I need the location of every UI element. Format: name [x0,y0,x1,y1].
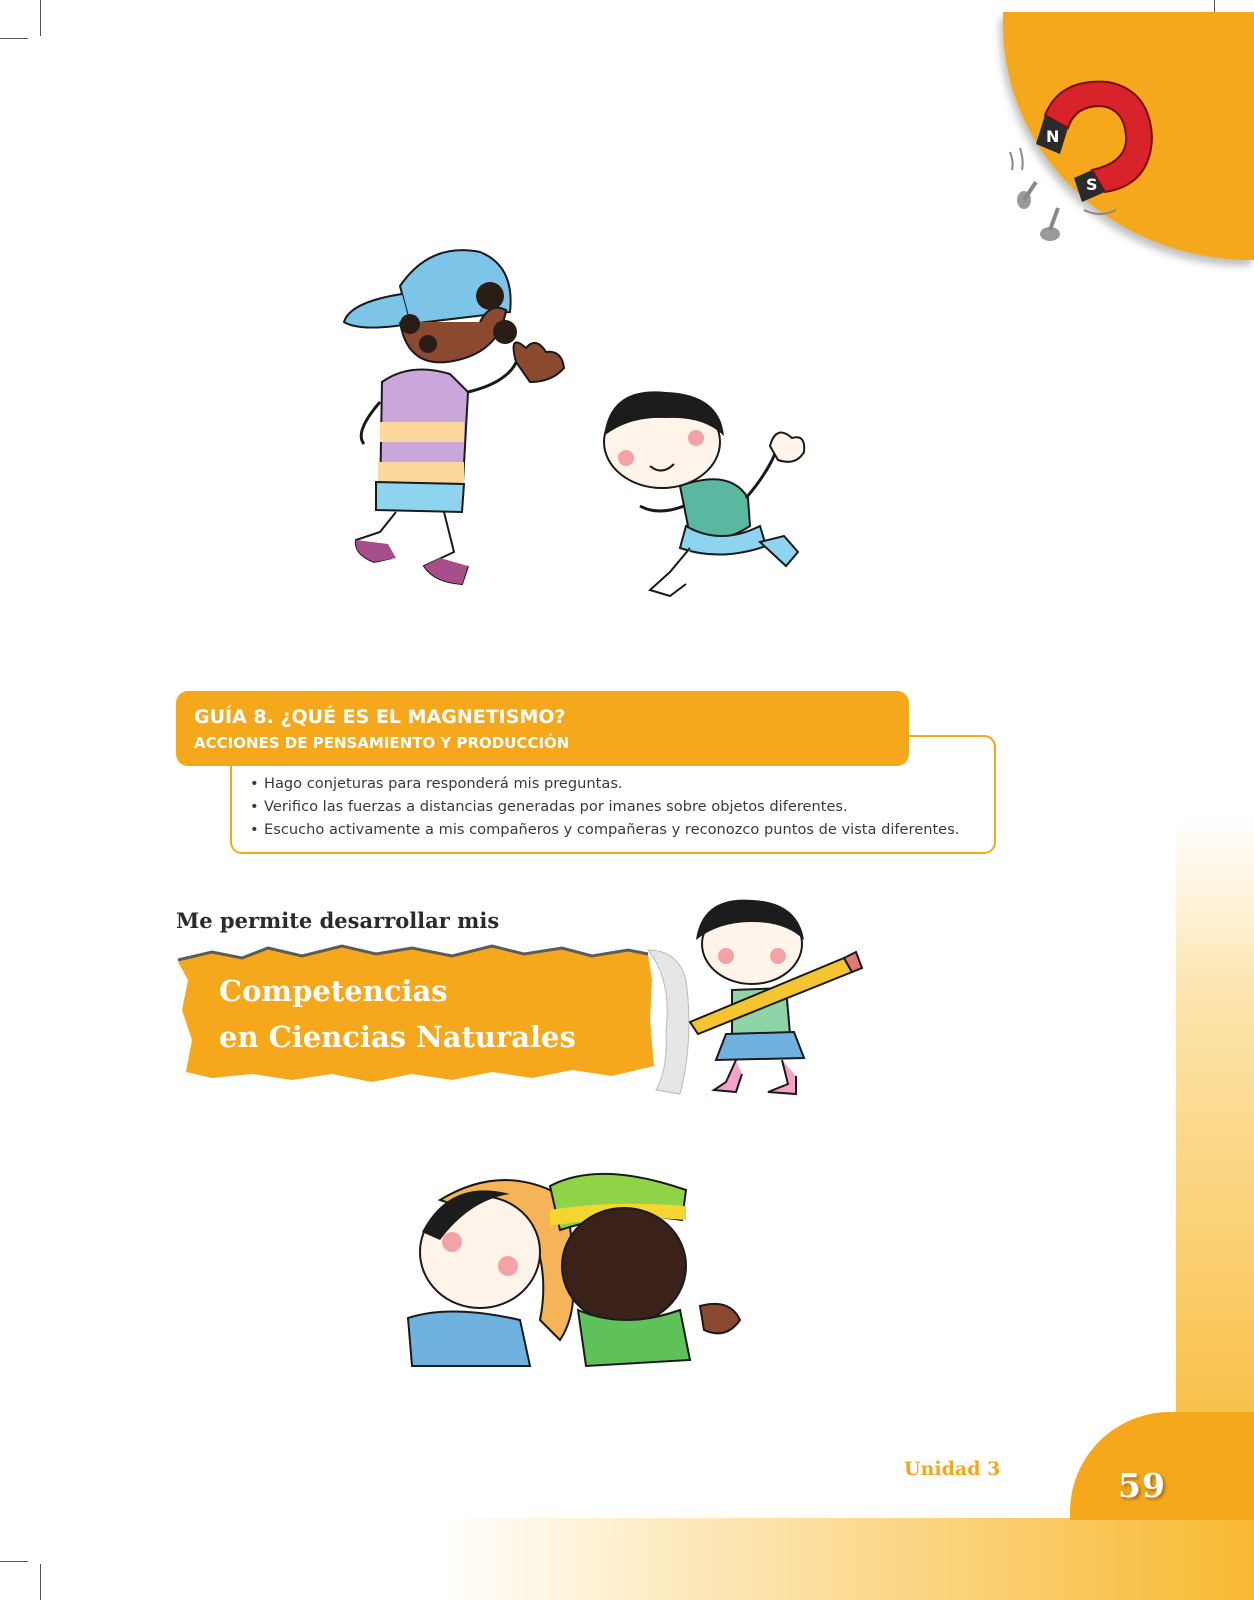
bottom-gradient-strip [440,1518,1254,1600]
svg-text:S: S [1086,175,1098,194]
list-item [250,795,959,818]
bullet-icon: • [250,821,259,838]
crop-mark [40,0,41,36]
competencias-intro: Me permite desarrollar mis [176,908,500,933]
list-item [250,772,959,795]
girl-pencil-illustration [686,894,876,1106]
competencias-title-line-1: Competencias [219,974,448,1008]
bullet-text: Verifico las fuerzas a distancias generadas por imanes sobre objetos diferentes. [264,798,848,815]
bullet-text: Hago conjeturas para responderá mis preguntas. [264,775,623,792]
competencias-title-line-2: en Ciencias Naturales [219,1020,576,1054]
girl-running-illustration [600,376,820,608]
guide-header [176,691,909,766]
guide-title: GUÍA 8. ¿QUÉ ES EL MAGNETISMO? [194,706,566,728]
bullet-icon: • [250,775,259,792]
crop-mark [0,38,28,39]
competencias-title [219,968,576,1060]
page-number: 59 [1118,1466,1166,1505]
kids-thinking-illustration [400,1170,750,1392]
guide-bullet-list [250,772,959,841]
crop-mark [40,1564,41,1600]
svg-text:N: N [1046,127,1060,146]
boy-cap-illustration [340,232,580,602]
list-item [250,818,959,841]
crop-mark [0,1561,28,1562]
unit-label: Unidad 3 [904,1458,1001,1480]
magnet-icon [1000,70,1180,260]
guide-subtitle: ACCIONES DE PENSAMIENTO Y PRODUCCIÓN [194,734,570,752]
bullet-icon: • [250,798,259,815]
bullet-text: Escucho activamente a mis compañeros y compañeras y reconozco puntos de vista diferentes. [264,821,960,838]
